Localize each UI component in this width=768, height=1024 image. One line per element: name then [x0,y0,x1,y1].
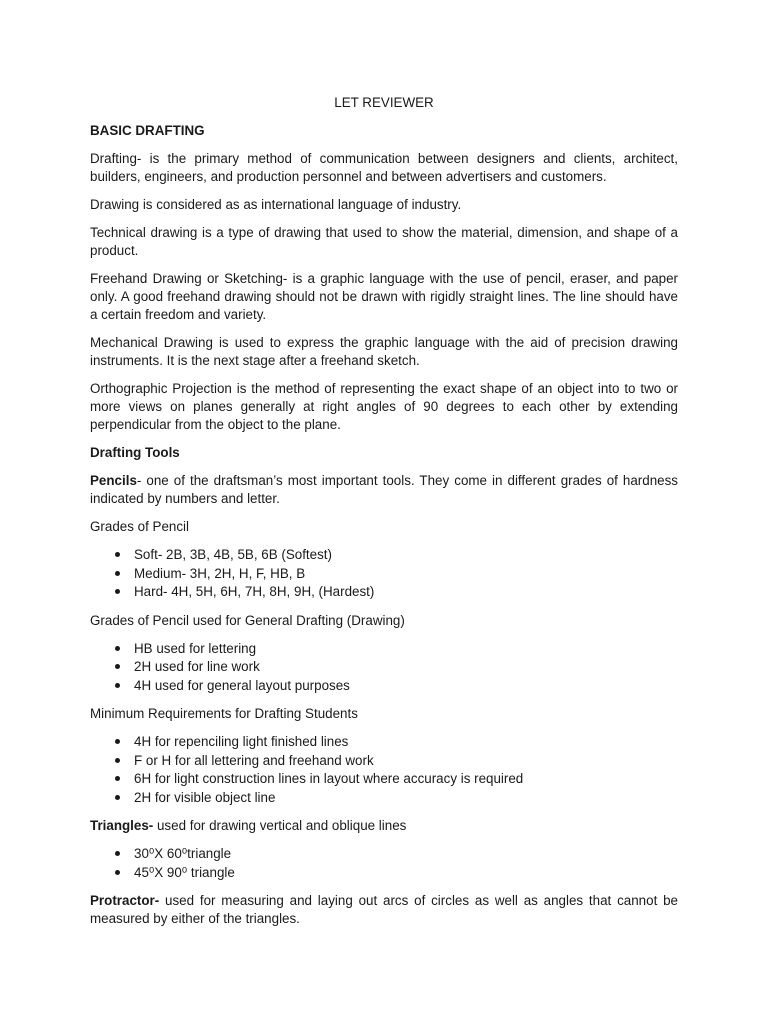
paragraph-mechanical-drawing: Mechanical Drawing is used to express the graphic language with the aid of precision drawing instruments. It is the next stage after a freehand sketch. [90,335,678,368]
label-minimum-requirements: Minimum Requirements for Drafting Students [90,706,358,721]
triangles-description: used for drawing vertical and oblique lines [153,818,407,833]
term-pencils: Pencils [90,473,137,488]
list-triangles [90,845,678,882]
paragraph-orthographic-projection: Orthographic Projection is the method of representing the exact shape of an object into to two or more views on planes generally at right angles of 90 degrees to each other by extending perpendicular from the object to the plane. [90,381,678,432]
pencils-description: - one of the draftsman’s most important tools. They come in different grades of hardness indicated by numbers and letter. [90,473,678,506]
list-item: 6H for light construction lines in layout where accuracy is required [134,770,678,789]
list-minimum-requirements [90,733,678,807]
paragraph-drafting: Drafting- is the primary method of communication between designers and clients, architect, builders, engineers, and production personnel and between advertisers and customers. [90,151,678,184]
term-triangles: Triangles- [90,818,154,833]
paragraph-pencils [90,472,678,508]
list-item: Hard- 4H, 5H, 6H, 7H, 8H, 9H, (Hardest) [134,583,678,602]
list-general-drafting-grades [90,640,678,696]
list-item: 45⁰X 90⁰ triangle [134,864,678,883]
list-item: 4H for repenciling light finished lines [134,733,678,752]
document-title: LET REVIEWER [334,95,434,110]
list-item: HB used for lettering [134,640,678,659]
section-heading-basic-drafting: BASIC DRAFTING [90,123,205,138]
paragraph-drawing: Drawing is considered as as international language of industry. [90,197,462,212]
term-protractor: Protractor- [90,893,160,908]
list-item: F or H for all lettering and freehand work [134,752,678,771]
list-item: 2H for visible object line [134,789,678,808]
section-heading-drafting-tools: Drafting Tools [90,445,180,460]
paragraph-technical-drawing: Technical drawing is a type of drawing that used to show the material, dimension, and shape of a product. [90,225,678,258]
list-grades-of-pencil [90,546,678,602]
paragraph-freehand-drawing: Freehand Drawing or Sketching- is a graphic language with the use of pencil, eraser, and paper only. A good freehand drawing should not be drawn with rigidly straight lines. The line should have a certain freedom and variety. [90,271,678,322]
protractor-description: used for measuring and laying out arcs of circles as well as angles that cannot be measured by either of the triangles. [90,893,678,926]
label-grades-of-pencil: Grades of Pencil [90,519,189,534]
label-general-drafting-grades: Grades of Pencil used for General Drafting (Drawing) [90,612,405,628]
paragraph-triangles [90,817,678,835]
list-item: Medium- 3H, 2H, H, F, HB, B [134,565,678,584]
list-item: 4H used for general layout purposes [134,677,678,696]
list-item: 30⁰X 60⁰triangle [134,845,678,864]
paragraph-protractor [90,892,678,928]
list-item: 2H used for line work [134,658,678,677]
list-item: Soft- 2B, 3B, 4B, 5B, 6B (Softest) [134,546,678,565]
